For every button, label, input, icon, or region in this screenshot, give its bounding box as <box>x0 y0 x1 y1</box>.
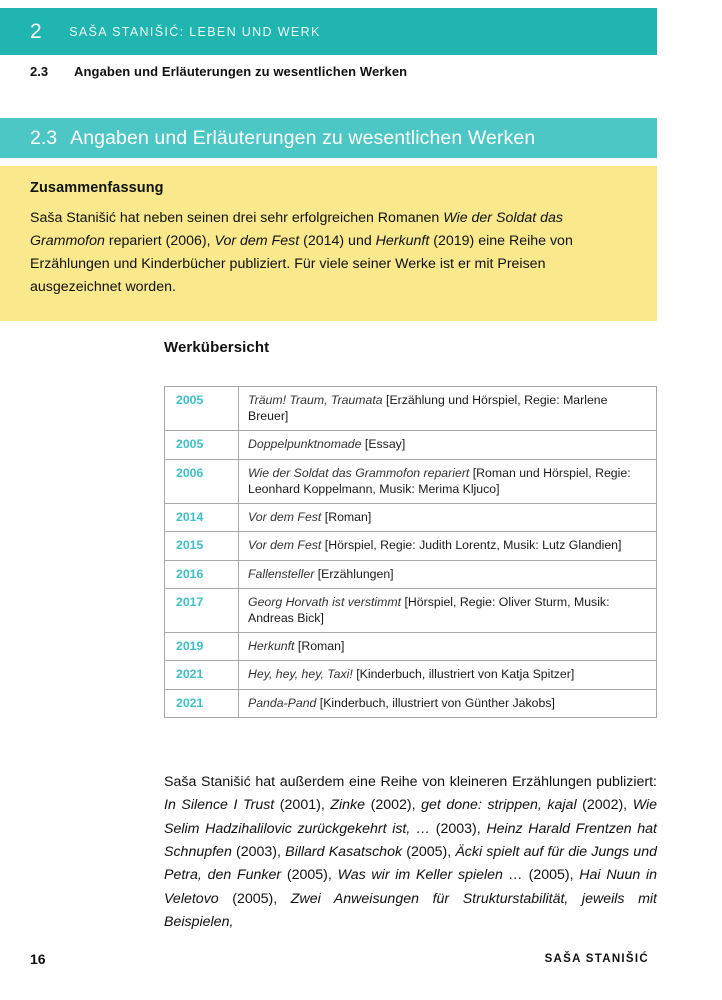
work-description <box>239 689 657 717</box>
text-run-14: (2005), <box>281 867 338 884</box>
text-run-8: (2003), <box>430 820 487 837</box>
text-run-13: Äcki spielt auf für die Jungs und Petra, den Funker <box>164 844 657 884</box>
work-title: Wie der Soldat das Grammofon repariert <box>248 465 470 480</box>
bottom-paragraph <box>164 771 657 934</box>
work-title: Fallensteller <box>248 566 315 581</box>
work-description <box>239 661 657 689</box>
works-overview-heading: Werkübersicht <box>164 339 270 356</box>
work-year: 2019 <box>165 633 239 661</box>
work-detail: [Roman] <box>321 510 372 525</box>
text-run-1: In Silence I Trust <box>164 797 275 814</box>
table-row <box>165 689 657 717</box>
summary-heading: Zusammenfassung <box>30 180 164 196</box>
text-run-5: Herkunft <box>375 233 430 249</box>
work-year: 2005 <box>165 387 239 431</box>
text-run-11: Billard Kasatschok <box>285 844 403 861</box>
text-run-2: repariert (2006), <box>104 233 215 249</box>
text-run-3: Vor dem Fest <box>214 233 300 249</box>
summary-body <box>30 207 635 299</box>
work-title: Vor dem Fest <box>248 510 322 525</box>
text-run-3: Zinke <box>330 797 366 814</box>
text-run-0: Saša Stanišić hat neben seinen drei sehr erfolgreichen Romanen <box>30 210 444 226</box>
section-title: Angaben und Erläuterungen zu wesentlichen Werken <box>70 126 536 149</box>
footer-page-number: 16 <box>30 951 46 967</box>
work-description <box>239 504 657 532</box>
table-row <box>165 431 657 459</box>
text-run-4: (2014) und <box>299 233 376 249</box>
work-year: 2014 <box>165 504 239 532</box>
work-description <box>239 459 657 503</box>
table-row <box>165 661 657 689</box>
text-run-16: (2005), <box>522 867 580 884</box>
work-detail: [Kinderbuch, illustriert von Günther Jakobs] <box>316 695 555 710</box>
works-table-body <box>165 387 657 718</box>
text-run-6: (2002), <box>576 797 633 814</box>
work-year: 2005 <box>165 431 239 459</box>
work-description <box>239 633 657 661</box>
work-description <box>239 560 657 588</box>
page-footer <box>0 947 657 971</box>
work-year: 2006 <box>165 459 239 503</box>
section-number: 2.3 <box>30 126 58 149</box>
work-year: 2017 <box>165 588 239 632</box>
work-detail: [Roman und Hörspiel, Regie: Leonhard Koppelmann, Musik: Merima Kljuco] <box>248 465 631 496</box>
work-detail: [Hörspiel, Regie: Oliver Sturm, Musik: Andreas Bick] <box>248 594 610 625</box>
work-title: Vor dem Fest <box>248 538 322 553</box>
work-detail: [Essay] <box>361 437 406 452</box>
text-run-7: Wie Selim Hadzihalilovic zurückgekehrt ist, … <box>164 797 657 837</box>
text-run-9: Heinz Harald Frentzen hat Schnupfen <box>164 820 657 861</box>
works-table <box>164 386 657 718</box>
work-detail: [Roman] <box>294 639 345 654</box>
table-row <box>165 633 657 661</box>
text-run-4: (2002), <box>365 797 422 814</box>
table-row <box>165 459 657 503</box>
work-title: Träum! Traum, Traumata <box>248 393 383 407</box>
work-description <box>239 431 657 459</box>
work-description <box>239 532 657 560</box>
text-run-18: (2005), <box>218 890 291 907</box>
text-run-15: Was wir im Keller spielen … <box>337 867 523 884</box>
summary-callout <box>0 166 657 321</box>
text-run-19: Zwei Anweisungen für Strukturstabilität, jeweils mit Beispielen, <box>164 890 657 930</box>
table-row <box>165 588 657 632</box>
work-description <box>239 588 657 632</box>
section-title-bar <box>0 118 657 158</box>
text-run-5: get done: strippen, kajal <box>421 797 577 814</box>
table-row <box>165 387 657 431</box>
table-row <box>165 560 657 588</box>
work-detail: [Kinderbuch, illustriert von Katja Spitzer] <box>352 667 575 682</box>
chapter-number: 2 <box>30 20 43 43</box>
text-run-2: (2001), <box>274 797 331 814</box>
subsection-breadcrumb <box>30 64 407 79</box>
footer-book-title: SAŠA STANIŠIĆ <box>544 953 649 965</box>
work-year: 2015 <box>165 532 239 560</box>
text-run-12: (2005), <box>402 844 456 861</box>
work-year: 2021 <box>165 661 239 689</box>
work-description <box>239 387 657 431</box>
work-title: Panda-Pand <box>248 695 317 710</box>
table-row <box>165 532 657 560</box>
table-row <box>165 504 657 532</box>
subsection-title: Angaben und Erläuterungen zu wesentlichen Werken <box>74 64 408 79</box>
subsection-number: 2.3 <box>30 64 49 79</box>
chapter-title: SAŠA STANIŠIĆ: LEBEN UND WERK <box>69 24 321 39</box>
work-title: Hey, hey, hey, Taxi! <box>248 667 353 682</box>
work-detail: [Erzählung und Hörspiel, Regie: Marlene Breuer] <box>248 393 608 424</box>
text-run-6: (2019) eine Reihe von Erzählungen und Kinderbücher publiziert. Für viele seiner Werke ist er mit Preisen ausgezeichnet worden. <box>30 233 573 295</box>
work-title: Doppelpunktnomade <box>248 437 362 452</box>
work-title: Herkunft <box>248 639 295 654</box>
work-title: Georg Horvath ist verstimmt <box>248 594 402 609</box>
work-year: 2016 <box>165 560 239 588</box>
running-header <box>0 8 657 55</box>
text-run-1: Wie der Soldat das Grammofon <box>30 210 564 249</box>
work-year: 2021 <box>165 689 239 717</box>
text-run-17: Hai Nuun in Veletovo <box>164 867 658 907</box>
work-detail: [Hörspiel, Regie: Judith Lorentz, Musik: Lutz Glandien] <box>321 538 622 553</box>
text-run-0: Saša Stanišić hat außerdem eine Reihe von kleineren Erzählungen publiziert: <box>164 774 657 791</box>
work-detail: [Erzählungen] <box>314 566 394 581</box>
text-run-10: (2003), <box>231 844 286 861</box>
